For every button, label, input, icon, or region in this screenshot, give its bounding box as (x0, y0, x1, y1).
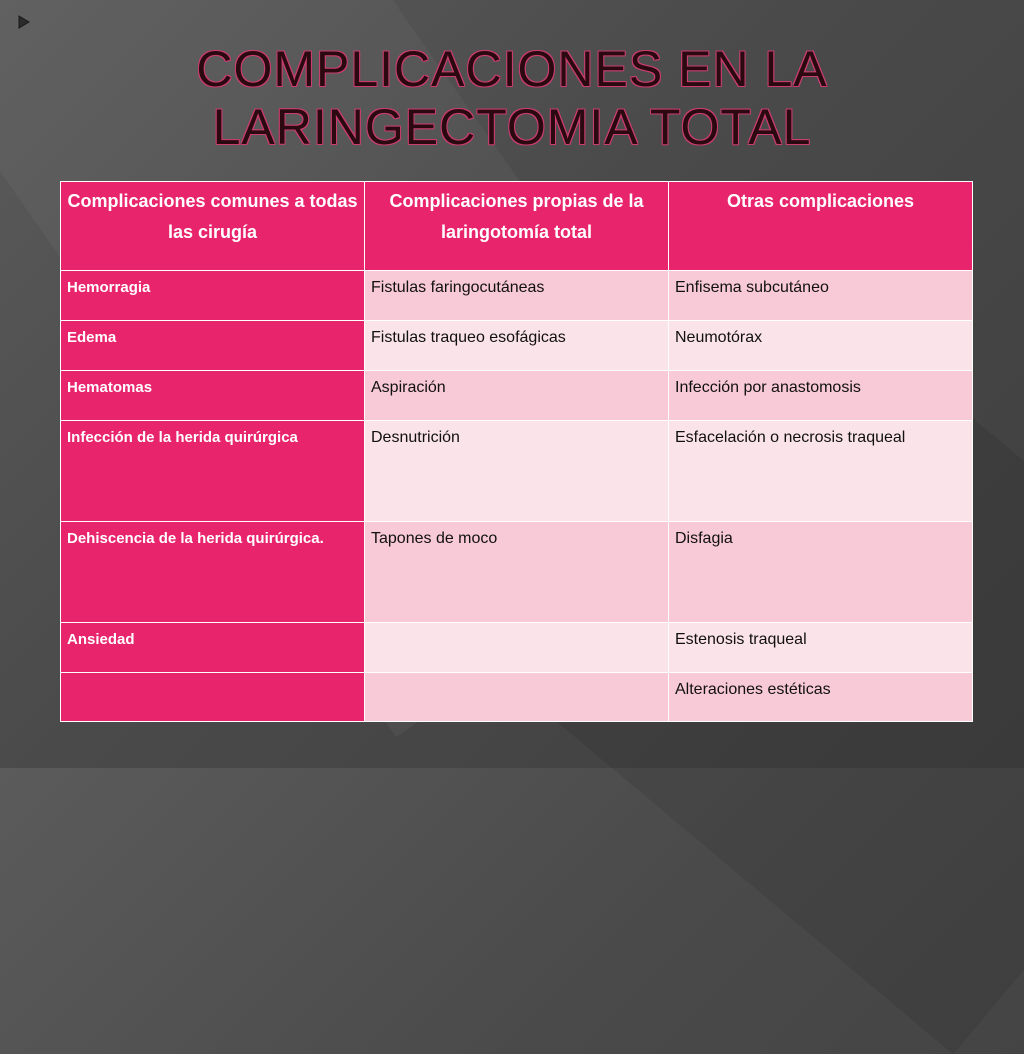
table-cell: Hemorragia (61, 271, 365, 321)
table-row (61, 371, 973, 421)
title-line-2: LARINGECTOMIA TOTAL (212, 99, 812, 155)
table-row (61, 271, 973, 321)
table-row (61, 421, 973, 522)
table-cell: Infección de la herida quirúrgica (61, 421, 365, 522)
table-cell: Desnutrición (365, 421, 669, 522)
table-row (61, 522, 973, 623)
table-row (61, 321, 973, 371)
header-common-complications: Complicaciones comunes a todas las cirugía (61, 182, 365, 271)
table-cell: Aspiración (365, 371, 669, 421)
title-line-1: COMPLICACIONES EN LA (196, 41, 828, 97)
slide-title (0, 40, 1024, 156)
table-cell (365, 623, 669, 673)
table-cell: Disfagia (669, 522, 973, 623)
table-cell: Estenosis traqueal (669, 623, 973, 673)
complications-table (60, 181, 973, 722)
arrow-right-icon (16, 14, 32, 30)
table-cell: Hematomas (61, 371, 365, 421)
table-cell (61, 673, 365, 722)
table-row (61, 673, 973, 722)
table-cell: Alteraciones estéticas (669, 673, 973, 722)
header-specific-complications: Complicaciones propias de la laringotomía total (365, 182, 669, 271)
header-other-complications: Otras complicaciones (669, 182, 973, 271)
table-cell (365, 673, 669, 722)
table-row (61, 623, 973, 673)
table-cell: Fistulas traqueo esofágicas (365, 321, 669, 371)
table-cell: Infección por anastomosis (669, 371, 973, 421)
table-cell: Dehiscencia de la herida quirúrgica. (61, 522, 365, 623)
table-header-row (61, 182, 973, 271)
table-cell: Tapones de moco (365, 522, 669, 623)
table-cell: Fistulas faringocutáneas (365, 271, 669, 321)
table-cell: Enfisema subcutáneo (669, 271, 973, 321)
table-cell: Neumotórax (669, 321, 973, 371)
table-cell: Ansiedad (61, 623, 365, 673)
table-cell: Edema (61, 321, 365, 371)
table-cell: Esfacelación o necrosis traqueal (669, 421, 973, 522)
